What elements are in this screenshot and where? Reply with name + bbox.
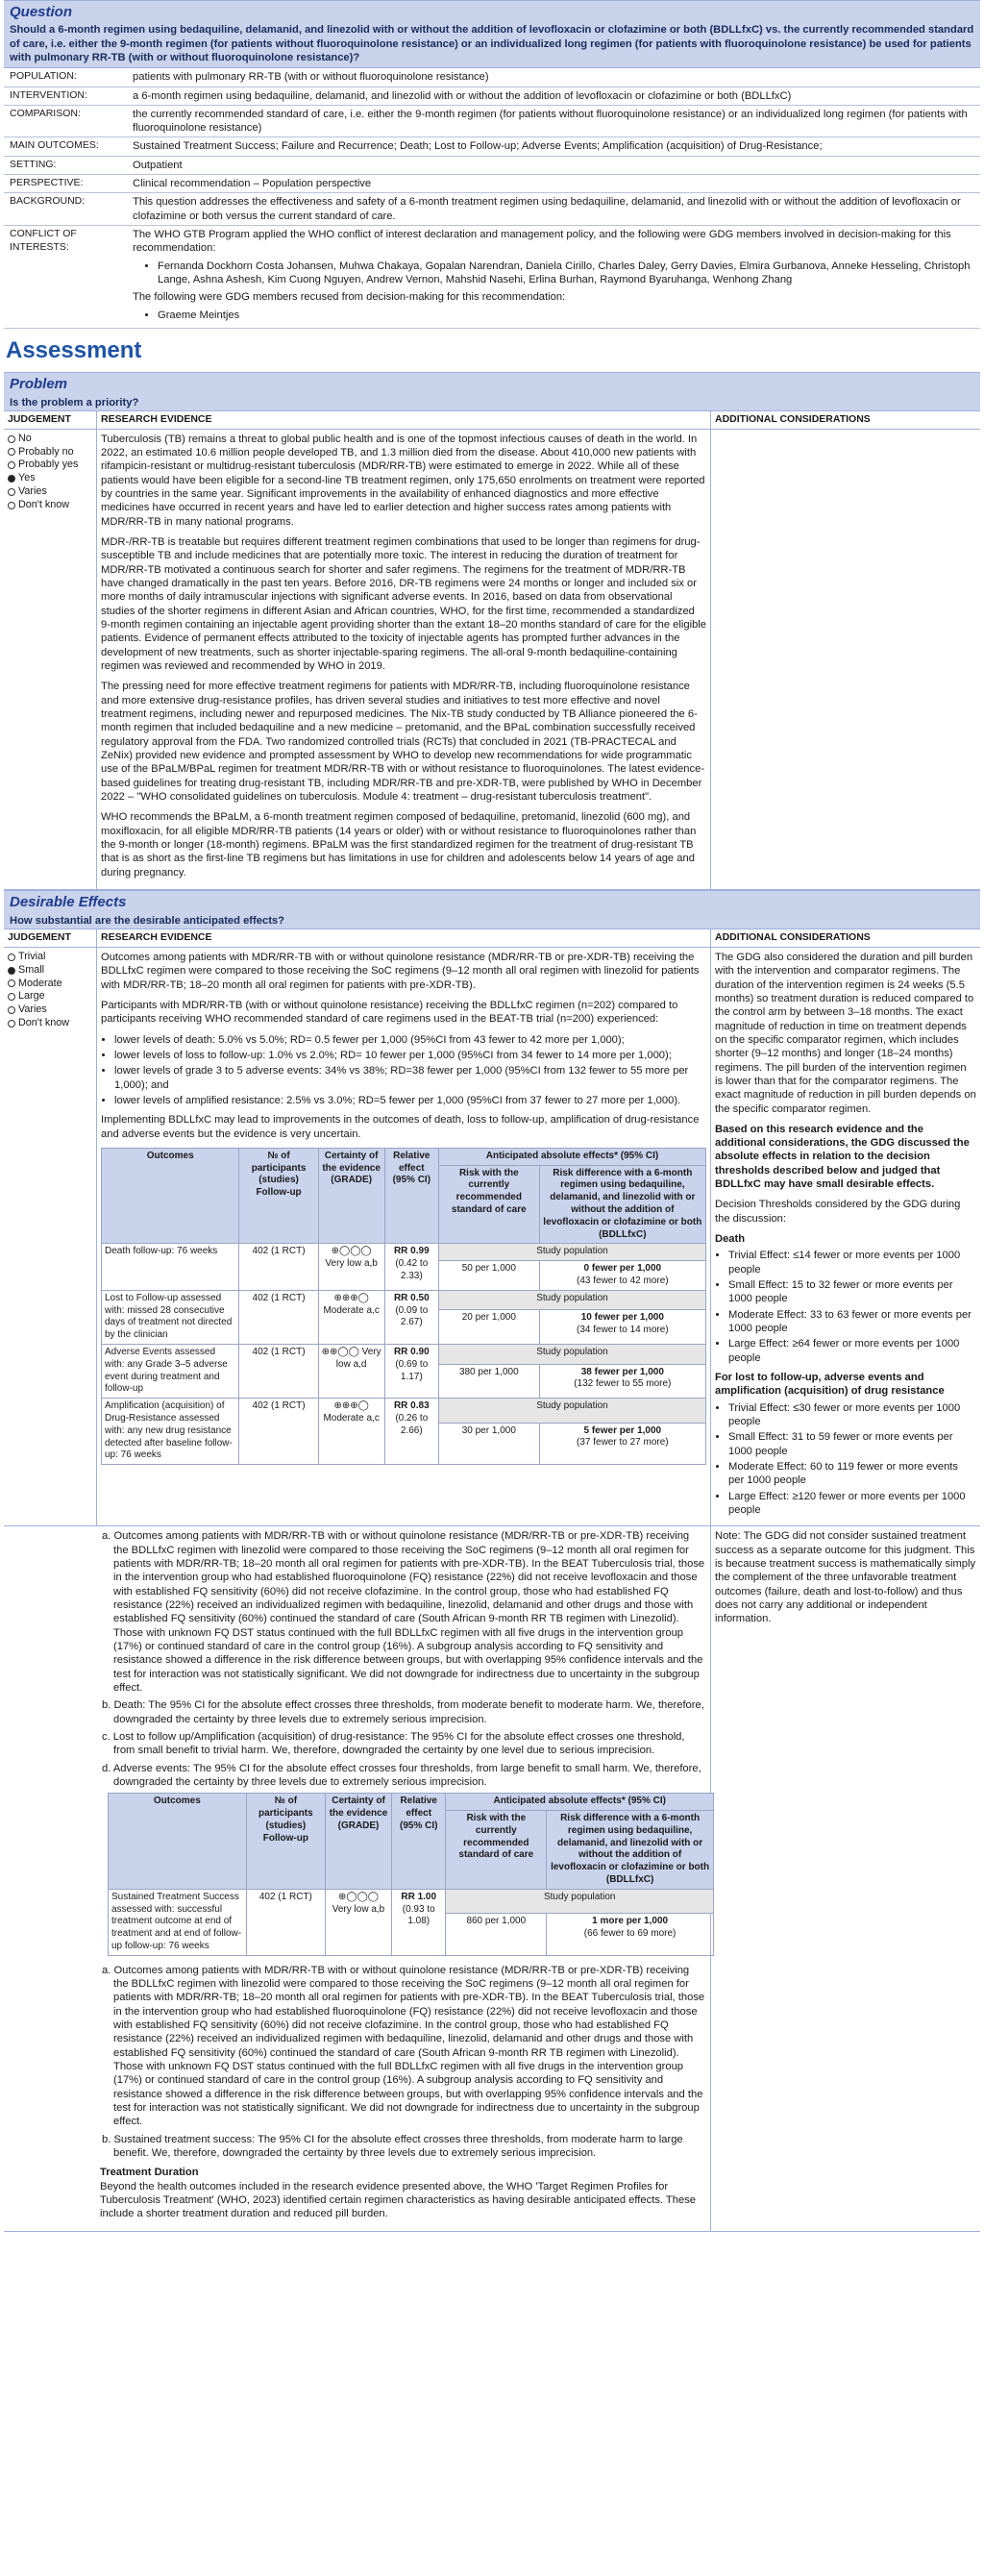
evidence-table-2: [108, 1793, 714, 1956]
evidence-paragraph: Tuberculosis (TB) remains a threat to global public health and is one of the topmost infectious causes of death in the world. In 2022, an estimated 10.6 million people developed TB, and 1.3 million died from the disease. About 410,000 new patients with rifampicin-resistant or multidrug-resistant tuberculosis (MDR/RR-TB) were estimated to emerge in 2022. While all of these patients would have been eligible for a second-line TB treatment regimen, only 175,650 enrolments on treatment were reported by countries in the same year. Significant improvements in the availability of enhanced diagnostics and more effective medicines have occurred in recent years and have led to earlier detection and higher success rates among patients with MDR/RR-TB in many national programs.: [101, 433, 705, 528]
footnote: a. Outcomes among patients with MDR/RR-TB with or without quinolone resistance (MDR/RR-TB or pre-XDR-TB) receiving the BDLLfxC regimen with linezolid were compared to those receiving the SoC regimens (9–12 month all oral regimen for patients with MDR/RR-TB; 18–20 month all oral regimen for patients with pre-XDR-TB). In the BEAT Tuberculosis trial, those in the intervention group who had established fluoroquinolone (FQ) resistance (22%) did not receive levofloxacin and those with established FQ sensitivity (60%) did not receive clofazimine. In the control group, those who had established FQ resistance (22%) received an individualized regimen with bedaquiline, linezolid, delamanid and other drugs and those with established FQ sensitivity (60%) continued the standard of care (South African 9-month RR TB regimen with Linezolid). Those with unknown FQ DST status continued with the full BDLLfxC regimen with all five drugs in the intervention group (17%) or continued standard of care in the control group (16%). A subgroup analysis according to FQ sensitivity and resistance showed a difference in the risk difference between groups, but with overlapping 95% confidence intervals and the test for interaction was not statistically significant. We did not downgrade for indirectness due to uncertainty in the subgroup effect.: [102, 1530, 705, 1694]
threshold-item: • Moderate Effect: 33 to 63 fewer or more events per 1000 people: [728, 1308, 976, 1336]
th-risk-diff: Risk difference with a 6-month regimen using bedaquiline, delamanid, and linezolid with or without the addition of levofloxacin or clofazimine or both (BDLLfxC): [547, 1811, 714, 1890]
risk-diff-value: 38 fewer per 1,000: [580, 1366, 664, 1377]
evidence-bullet: • lower levels of grade 3 to 5 adverse events: 34% vs 38%; RD=38 fewer per 1,000 (95%CI from 132 fewer to 55 more per 1,000); and: [114, 1064, 706, 1092]
relative-value: RR 0.90: [393, 1346, 430, 1357]
note-text: Note: The GDG did not consider sustained treatment success as a separate outcome for this judgment. This is because treatment success is mathematically simply the complement of the three unfavorable treatment outcomes (failure, death and lost-to-follow) and thus does not carry any additional or independent information.: [715, 1530, 976, 1625]
th-risk-soc: Risk with the currently recommended standard of care: [438, 1165, 539, 1244]
problem-evidence: [96, 430, 711, 889]
study-population: Study population: [438, 1344, 705, 1364]
table-soc-risk: 860 per 1,000: [446, 1914, 547, 1956]
option-dont-know[interactable]: [8, 499, 92, 512]
option-label: No: [18, 432, 32, 444]
problem-header: Problem: [4, 372, 980, 395]
question-meta-table: [4, 68, 980, 329]
radio-empty-icon: [8, 1020, 15, 1028]
th-anticipated: Anticipated absolute effects* (95% CI): [438, 1148, 705, 1165]
evidence-col-header: RESEARCH EVIDENCE: [96, 411, 711, 429]
desirable-header: Desirable Effects: [4, 890, 980, 913]
option-label: Trivial: [18, 950, 46, 962]
table-risk-diff: [547, 1914, 714, 1956]
evidence-paragraph: The pressing need for more effective treatment regimens for patients with MDR/RR-TB, including fluoroquinolone resistance and more extensive drug-resistance profiles, has driven several studies and initiatives to test more effective and novel treatment regimens, including newer and repurposed medicines. The Nix-TB study conducted by TB Alliance pioneered the 6-month regimen that included bedaquiline and a new medicine – pretomanid, and the BPaL combination successfully received regulatory approval from the FDA. Two randomized controlled trials (RCTs) that concluded in 2021 (TB-PRACTECAL and ZeNix) provided new evidence and prompted assessment by WHO to develop new recommendations for wide programmatic use of the BPaLM/BPaL regimen for treatment MDR/RR-TB with or without resistance to fluoroquinolones. The latest evidence-based guidelines for treating drug-resistant TB, including MDR/RR-TB and pre-XDR-TB, were published by WHO in December 2022 – "WHO consolidated guidelines on tuberculosis. Module 4: treatment – drug-resistant tuberculosis treatment".: [101, 681, 705, 803]
radio-empty-icon: [8, 461, 15, 469]
table-risk-diff: [539, 1423, 705, 1465]
risk-diff-value: 0 fewer per 1,000: [583, 1263, 662, 1275]
question-text: Should a 6-month regimen using bedaquiline, delamanid, and linezolid with or without the addition of levofloxacin or clofazimine or both (BDLLfxC) vs. the currently recommended standard of care, i.e. either the 9-month regimen (for patients without fluoroquinolone resistance) or an individualized long regimen (for patients with fluoroquinolone resistance) be used for patients with pulmonary RR-TB (with or without fluoroquinolone resistance)?: [4, 23, 980, 68]
th-certainty: Certainty of the evidence (GRADE): [325, 1794, 391, 1890]
meta-key: COMPARISON:: [4, 105, 127, 137]
table-soc-risk: 50 per 1,000: [438, 1261, 539, 1291]
option-label: Large: [18, 990, 45, 1003]
risk-diff-ci: (34 fewer to 14 more): [577, 1325, 669, 1336]
option-label: Probably yes: [18, 458, 79, 471]
radio-empty-icon: [8, 1006, 15, 1014]
judgement-col-header: JUDGEMENT: [4, 929, 96, 947]
evidence-paragraph: Outcomes among patients with MDR/RR-TB with or without quinolone resistance (MDR/RR-TB or pre-XDR-TB) receiving the BDLLfxC regimen were compared to those receiving the SoC regimens (9–12 month all oral regimen with linezolid for patients with MDR/RR-TB; 18–20 month all oral regimen for patients with pre-XDR-TB).: [101, 951, 700, 991]
table-certainty: ⊕◯◯◯ Very low a,b: [325, 1889, 391, 1955]
meta-key: POPULATION:: [4, 68, 127, 87]
meta-key: PERSPECTIVE:: [4, 175, 127, 193]
radio-empty-icon: [8, 488, 15, 496]
radio-empty-icon: [8, 993, 15, 1001]
assessment-title: Assessment: [6, 337, 142, 364]
threshold-item: • Moderate Effect: 60 to 119 fewer or more events per 1000 people: [728, 1460, 976, 1488]
threshold-item: • Trivial Effect: ≤14 fewer or more events per 1000 people: [728, 1249, 976, 1276]
relative-ci: (0.26 to 2.66): [395, 1412, 429, 1436]
table-relative: [392, 1889, 446, 1955]
th-risk-diff: Risk difference with a 6-month regimen using bedaquiline, delamanid, and linezolid with or without the addition of levofloxacin or clofazimine or both (BDLLfxC): [539, 1165, 705, 1244]
th-risk-soc: Risk with the currently recommended standard of care: [446, 1811, 547, 1890]
table-outcome: Death follow-up: 76 weeks: [102, 1244, 239, 1290]
meta-value: a 6-month regimen using bedaquiline, delamanid, and linezolid with or without the addition of levofloxacin or clofazimine or both (BDLLfxC): [127, 87, 980, 105]
evidence-paragraph: WHO recommends the BPaLM, a 6-month treatment regimen composed of bedaquiline, pretomanid, linezolid (600 mg), and moxifloxacin, for all eligible MDR/RR-TB patients (14 years or older) with or without resistance to fluoroquinolones rather than the 9-month or longer (18-month) regimens. BPaLM was the first standardized regimen for the treatment of drug-resistant TB that is as short as the first-line TB regimens but has limitations in use for children and adolescents below 14 years of age and during pregnancy.: [101, 811, 697, 879]
risk-diff-ci: (37 fewer to 27 more): [577, 1437, 669, 1449]
option-dont-know[interactable]: [8, 1017, 92, 1030]
evidence-bullet: • lower levels of amplified resistance: 2.5% vs 3.0%; RD=5 fewer per 1,000 (95%CI from 37 fewer to 27 more per 1,000).: [114, 1094, 706, 1107]
option-label: Don't know: [18, 1016, 70, 1028]
option-varies[interactable]: [8, 1003, 92, 1017]
evidence-bullets: [114, 1033, 706, 1108]
footnote: a. Outcomes among patients with MDR/RR-TB with or without quinolone resistance (MDR/RR-TB or pre-XDR-TB) receiving the BDLLfxC regimen with linezolid were compared to those receiving the SoC regimens (9–12 month all oral regimen for patients with MDR/RR-TB; 18–20 month all oral regimen for patients with pre-XDR-TB). In the BEAT Tuberculosis trial, those in the intervention group who had established fluoroquinolone (FQ) resistance (22%) did not receive levofloxacin and those with established FQ sensitivity (60%) did not receive clofazimine. In the control group, those who had established FQ resistance (22%) received an individualized regimen with bedaquiline, linezolid, delamanid and other drugs and those with established FQ sensitivity (60%) continued the standard of care (South African 9-month RR TB regimen with Linezolid). Those with unknown FQ DST status continued with the full BDLLfxC regimen with all five drugs in the intervention group (17%) or continued standard of care in the control group (16%). A subgroup analysis according to FQ sensitivity and resistance showed a difference in the risk difference between groups, but with overlapping 95% confidence intervals and the test for interaction was not statistically significant. We did not downgrade for indirectness due to uncertainty in the subgroup effect.: [102, 1964, 705, 2128]
risk-diff-ci: (66 fewer to 69 more): [583, 1928, 676, 1939]
risk-diff-value: 10 fewer per 1,000: [580, 1312, 664, 1324]
ltfu-thresholds: [728, 1401, 976, 1518]
table-risk-diff: [539, 1261, 705, 1291]
risk-diff-ci: (43 fewer to 42 more): [577, 1276, 669, 1286]
evidence-col-header: RESEARCH EVIDENCE: [96, 929, 711, 947]
death-thresholds: [728, 1249, 976, 1365]
table-participants: 402 (1 RCT): [239, 1290, 318, 1344]
table-participants: 402 (1 RCT): [239, 1244, 318, 1290]
radio-selected-icon: [8, 967, 15, 975]
judgement-col-header: JUDGEMENT: [4, 411, 96, 429]
th-relative: Relative effect (95% CI): [392, 1794, 446, 1890]
option-no[interactable]: [8, 433, 92, 446]
duration-heading: Treatment Duration: [100, 2167, 199, 2179]
table-relative: [384, 1344, 438, 1398]
table-outcome: Sustained Treatment Success assessed with: successful treatment outcome at end of treatment and at end of follow-up follow-up: 76 weeks: [109, 1889, 247, 1955]
radio-empty-icon: [8, 979, 15, 987]
meta-key: BACKGROUND:: [4, 193, 127, 226]
conflict-intro: The WHO GTB Program applied the WHO conflict of interest declaration and management policy, and the following were GDG members involved in decision-making for this recommendation:: [133, 229, 951, 255]
radio-empty-icon: [8, 954, 15, 961]
meta-value: patients with pulmonary RR-TB (with or without fluoroquinolone resistance): [127, 68, 980, 87]
radio-selected-icon: [8, 475, 15, 483]
threshold-item: • Trivial Effect: ≤30 fewer or more events per 1000 people: [728, 1401, 976, 1429]
th-outcomes: Outcomes: [109, 1794, 247, 1890]
meta-key: MAIN OUTCOMES:: [4, 137, 127, 156]
table-soc-risk: 20 per 1,000: [438, 1310, 539, 1345]
th-outcomes: Outcomes: [102, 1148, 239, 1244]
problem-grid: [4, 411, 980, 890]
study-population: Study population: [446, 1889, 714, 1913]
table-participants: 402 (1 RCT): [246, 1889, 325, 1955]
option-trivial[interactable]: [8, 951, 92, 964]
desirable-evidence: [96, 948, 711, 1525]
th-participants: № of participants (studies) Follow-up: [246, 1794, 325, 1890]
option-probably-no[interactable]: [8, 446, 92, 459]
table-risk-diff: [539, 1364, 705, 1399]
relative-ci: (0.93 to 1.08): [402, 1903, 435, 1927]
table-participants: 402 (1 RCT): [239, 1399, 318, 1465]
desirable-note: [711, 1526, 980, 2230]
relative-ci: (0.42 to 2.33): [395, 1258, 429, 1281]
th-participants: № of participants (studies) Follow-up: [239, 1148, 318, 1244]
evidence-paragraph: Implementing BDLLfxC may lead to improvements in the outcomes of death, loss to follow-up, amplification of drug-resistance and adverse events but the evidence is very uncertain.: [101, 1114, 700, 1140]
option-moderate[interactable]: [8, 978, 92, 991]
death-heading: Death: [715, 1233, 746, 1246]
evidence-paragraph: MDR-/RR-TB is treatable but requires different treatment regimen combinations that used to be longer than regimens for drug-susceptible TB and include medicines that are potentially more toxic. The interest in reducing the duration of treatment for MDR/RR-TB motivated a continuous search for shorter and safer regimens. The regimens for the treatment of MDR/RR-TB have changed dramatically in the past ten years. Before 2016, DR-TB regimens were 24 months or longer and included six or more months of daily intramuscular injections with significant adverse events. In 2016, based on data from observational studies of the shorter regimens in different Asian and African countries, WHO, for the first time, recommended a standardized 9-month regimen containing an injectable agent providing shorter than the extant 18–20 months standard of care for the eligible patients. Evidence of permanent effects attributed to the toxicity of injectable agents has prompted further advances in the development of new treatments, such as shorter injectable-sparing regimens. The all-oral 9-month bedaquiline-containing regimen was reviewed and recommended by WHO in 2019.: [101, 536, 707, 673]
relative-value: RR 0.99: [393, 1246, 430, 1257]
footnote: c. Lost to follow up/Amplification (acquisition) of drug-resistance: The 95% CI for the absolute effect crosses one threshold, from small benefit to trivial harm. We, therefore, downgraded the certainty by one level due to serious imprecision.: [102, 1730, 685, 1757]
footnote: d. Adverse events: The 95% CI for the absolute effect crosses four thresholds, from large benefit to small harm. We, therefore, downgraded the certainty by three levels due to extremely serious imprecision.: [102, 1762, 701, 1788]
meta-value: Clinical recommendation – Population perspective: [127, 175, 980, 193]
radio-empty-icon: [8, 448, 15, 456]
desirable-additional: [711, 948, 980, 1525]
additional-col-header: ADDITIONAL CONSIDERATIONS: [711, 411, 980, 429]
risk-diff-value: 1 more per 1,000: [592, 1916, 669, 1927]
duration-text: Beyond the health outcomes included in the research evidence presented above, the WHO 'Target Regimen Profiles for Tuberculosis Treatment' (WHO, 2023) identified certain regimen characteristics as having desirable anticipated effects. These include a shorter treatment duration and reduced pill burden.: [100, 2180, 697, 2220]
option-label: Don't know: [18, 498, 70, 510]
evidence-table: [101, 1148, 706, 1465]
option-large[interactable]: [8, 990, 92, 1003]
threshold-item: • Large Effect: ≥64 fewer or more events per 1000 people: [728, 1337, 976, 1365]
table-relative: [384, 1290, 438, 1344]
meta-value: the currently recommended standard of care, i.e. either the 9-month regimen (for patients without fluoroquinolone resistance) or an individualized long regimen (for patients with fluoroquinolone resistance): [127, 105, 980, 137]
option-label: Yes: [18, 472, 36, 484]
desirable-grid: [4, 929, 980, 1526]
table-outcome: Adverse Events assessed with: any Grade 3–5 adverse event during treatment and follow-up: [102, 1344, 239, 1398]
additional-paragraph: Decision Thresholds considered by the GDG during the discussion:: [715, 1199, 961, 1225]
recused-members: • Graeme Meintjes: [158, 309, 974, 322]
meta-key: INTERVENTION:: [4, 87, 127, 105]
relative-ci: (0.69 to 1.17): [395, 1358, 429, 1382]
recused-intro: The following were GDG members recused from decision-making for this recommendation:: [133, 291, 566, 304]
evidence-paragraph: Participants with MDR/RR-TB (with or without quinolone resistance) receiving the BDLLfxC regimen (n=202) compared to participants receiving WHO recommended standard of care regimens used in the BEAT-TB trial (n=200) experienced:: [101, 999, 678, 1026]
option-probably-yes[interactable]: [8, 458, 92, 472]
evidence-bullet: • lower levels of loss to follow-up: 1.0% vs 2.0%; RD= 10 fewer per 1,000 (95%CI from 34 fewer to 14 more per 1,000);: [114, 1049, 706, 1062]
relative-ci: (0.09 to 2.67): [395, 1304, 429, 1328]
table-soc-risk: 380 per 1,000: [438, 1364, 539, 1399]
footnote: b. Sustained treatment success: The 95% CI for the absolute effect crosses three thresholds, from moderate harm to large benefit. We, therefore, downgraded the certainty by three levels due to extremely serious imprecision.: [102, 2133, 683, 2160]
conflict-members: • Fernanda Dockhorn Costa Johansen, Muhwa Chakaya, Gopalan Narendran, Daniela Cirillo, Charles Daley, Gerry Davies, Elmira Gurbanova, Anneke Hesseling, Christoph Lange, Ashna Ashesh, Kim Cuong Nguyen, Andrew Vernon, Mahshid Nasehi, Erlina Burhan, Raymond Byaruhanga, Wenhong Zhang: [158, 260, 974, 287]
additional-col-header: ADDITIONAL CONSIDERATIONS: [711, 929, 980, 947]
option-label: Probably no: [18, 445, 74, 458]
additional-judgement: Based on this research evidence and the additional considerations, the GDG discussed the absolute effects in relation to the decision thresholds described below and judged that BDLLfxC may have small desirable effects.: [715, 1123, 970, 1191]
threshold-item: • Small Effect: 15 to 32 fewer or more events per 1000 people: [728, 1278, 976, 1306]
option-small[interactable]: [8, 964, 92, 978]
th-certainty: Certainty of the evidence (GRADE): [318, 1148, 384, 1244]
table-certainty: ⊕⊕⊕◯ Moderate a,c: [318, 1399, 384, 1465]
table-risk-diff: [539, 1310, 705, 1345]
relative-value: RR 0.50: [393, 1292, 430, 1303]
desirable-judgement-options: [4, 948, 96, 1525]
meta-key: CONFLICT OF INTERESTS:: [4, 226, 127, 329]
table-relative: [384, 1399, 438, 1465]
desirable-question: How substantial are the desirable anticipated effects?: [4, 913, 980, 929]
table-certainty: ⊕◯◯◯ Very low a,b: [318, 1244, 384, 1290]
meta-value: This question addresses the effectiveness and safety of a 6-month treatment regimen using bedaquiline, delamanid, and linezolid with or without the addition of levofloxacin or clofazimine or both versus the current standard of care.: [127, 193, 980, 226]
option-label: Varies: [18, 1003, 47, 1016]
table-outcome: Amplification (acquisition) of Drug-Resistance assessed with: any new drug resistance detected after baseline follow-up: 76 weeks: [102, 1399, 239, 1465]
meta-value: Sustained Treatment Success; Failure and Recurrence; Death; Lost to Follow-up; Adverse Events; Amplification (acquisition) of Drug-Resistance;: [127, 137, 980, 156]
desirable-footnotes-grid: [4, 1526, 980, 2231]
problem-question: Is the problem a priority?: [4, 395, 980, 411]
th-relative: Relative effect (95% CI): [384, 1148, 438, 1244]
table-soc-risk: 30 per 1,000: [438, 1423, 539, 1465]
ltfu-heading: For lost to follow-up, adverse events and amplification (acquisition) of drug resistance: [715, 1372, 945, 1398]
problem-additional: [711, 430, 980, 889]
meta-key: SETTING:: [4, 156, 127, 174]
th-anticipated: Anticipated absolute effects* (95% CI): [446, 1794, 714, 1811]
threshold-item: • Large Effect: ≥120 fewer or more events per 1000 people: [728, 1490, 976, 1518]
table-certainty: ⊕⊕◯◯ Very low a,d: [318, 1344, 384, 1398]
study-population: Study population: [438, 1244, 705, 1261]
footnote: b. Death: The 95% CI for the absolute effect crosses three thresholds, from moderate benefit to moderate harm. We, therefore, downgraded the certainty by three levels due to extremely serious imprecision.: [102, 1699, 704, 1725]
option-label: Small: [18, 963, 44, 976]
risk-diff-ci: (132 fewer to 55 more): [574, 1378, 672, 1390]
option-yes[interactable]: [8, 472, 92, 485]
table-participants: 402 (1 RCT): [239, 1344, 318, 1398]
option-label: Moderate: [18, 977, 62, 989]
study-population: Study population: [438, 1399, 705, 1423]
conflict-of-interests: [127, 226, 980, 329]
table-outcome: Lost to Follow-up assessed with: missed 28 consecutive days of treatment not directed by the clinician: [102, 1290, 239, 1344]
option-label: Varies: [18, 485, 47, 498]
risk-diff-value: 5 fewer per 1,000: [583, 1424, 662, 1436]
question-header: Question: [4, 0, 980, 23]
additional-paragraph: The GDG also considered the duration and pill burden with the intervention and comparator regimens. The duration of the intervention regimen is 24 weeks (5.5 months) so treatment duration is reduced compared to the control arm by between 3–18 months. The exact magnitude of reduction in time on treatment depends on the specific comparator regimen, which includes shorter (9–12 months) and longer (18–24 months) regimens. The pill burden of the intervention regimen is lower than that for the comparator regimens. The exact magnitude of reduction in pill burden depends on the specific comparator regimen.: [715, 951, 976, 1115]
evidence-bullet: • lower levels of death: 5.0% vs 5.0%; RD= 0.5 fewer per 1,000 (95%CI from 43 fewer to 42 more per 1,000);: [114, 1033, 706, 1047]
radio-empty-icon: [8, 435, 15, 443]
relative-value: RR 1.00: [401, 1891, 437, 1902]
desirable-footnotes: [4, 1526, 711, 2230]
meta-value: Outpatient: [127, 156, 980, 174]
relative-value: RR 0.83: [393, 1400, 430, 1412]
table-relative: [384, 1244, 438, 1290]
radio-empty-icon: [8, 502, 15, 509]
table-certainty: ⊕⊕⊕◯ Moderate a,c: [318, 1290, 384, 1344]
option-varies[interactable]: [8, 485, 92, 499]
study-population: Study population: [438, 1290, 705, 1310]
problem-judgement-options: [4, 430, 96, 889]
threshold-item: • Small Effect: 31 to 59 fewer or more events per 1000 people: [728, 1430, 976, 1458]
